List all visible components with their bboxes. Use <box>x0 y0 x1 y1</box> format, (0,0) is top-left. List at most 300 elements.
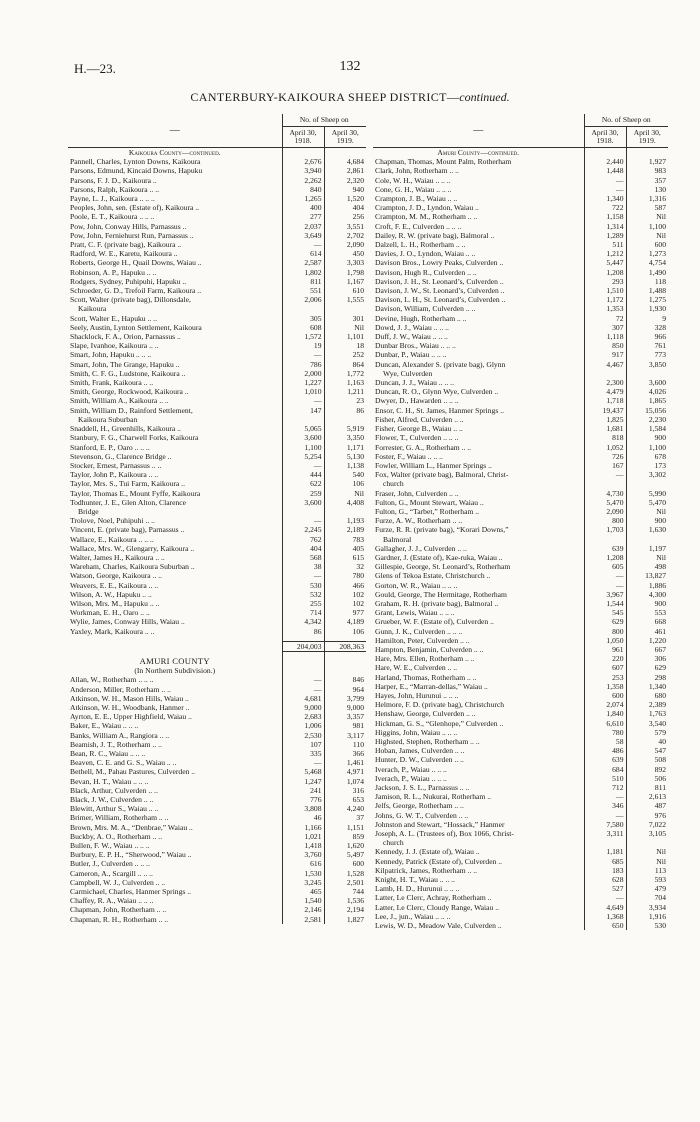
continuation-row <box>68 304 366 313</box>
table-row <box>68 777 366 786</box>
sheep-1919-cell: 846 <box>324 675 366 684</box>
table-row <box>373 700 668 709</box>
sheep-1918-cell: 714 <box>282 608 324 617</box>
sheep-1919-cell: 900 <box>626 433 668 442</box>
table-row <box>68 617 366 626</box>
sheep-1918-cell: 545 <box>584 608 626 617</box>
owner-cell: Gunn, J. K., Culverden .. .. .. <box>375 626 463 636</box>
owner-cell: Hampton, Benjamin, Culverden .. .. <box>375 644 484 654</box>
table-row <box>373 755 668 764</box>
table-row <box>68 332 366 341</box>
owner-cell: Gillespie, George, St. Leonard’s, Rotherham <box>375 562 511 572</box>
sheep-1919-cell: 13,827 <box>626 571 668 580</box>
sheep-1918-cell: 7,580 <box>584 820 626 829</box>
owner-cell: Gould, George, The Hermitage, Rotherham <box>375 589 507 599</box>
sheep-1918-cell: 608 <box>282 323 324 332</box>
table-row <box>373 581 668 590</box>
owner-cell: Wareham, Charles, Kaikoura Suburban .. <box>70 562 195 572</box>
sheep-1919-cell: 1,520 <box>324 194 366 203</box>
table-row <box>373 737 668 746</box>
owner-cell: Roberts, George H., Quail Downs, Waiau .. <box>70 258 202 268</box>
owner-cell: Dunbar, P., Waiau .. .. .. <box>375 350 447 360</box>
owner-cell: Baker, E., Waiau .. .. .. <box>70 721 139 731</box>
sheep-1918-cell: 840 <box>282 185 324 194</box>
table-row <box>373 323 668 332</box>
sheep-1918-cell: 19,437 <box>584 406 626 415</box>
sheep-1919-cell: 23 <box>324 396 366 405</box>
continuation-row <box>68 507 366 516</box>
sheep-1919-cell: 1,916 <box>626 912 668 921</box>
owner-cell: Smith, William A., Kaikoura .. .. <box>70 396 169 406</box>
table-row <box>373 728 668 737</box>
sheep-1918-cell: 5,470 <box>584 498 626 507</box>
page-title-main: CANTERBURY-KAIKOURA SHEEP DISTRICT— <box>190 90 460 104</box>
table-row <box>68 240 366 249</box>
sheep-1918-cell: 780 <box>584 728 626 737</box>
table-row <box>373 516 668 525</box>
empty-cell <box>584 148 626 158</box>
owner-cell: Fulton, G., “Tarbet,” Rotherham .. <box>375 506 480 516</box>
sheep-1918-cell: 220 <box>584 654 626 663</box>
sheep-1918-cell: 2,245 <box>282 525 324 534</box>
table-row <box>373 857 668 866</box>
owner-cell: Smart, John, The Grange, Hapuku .. <box>70 359 180 369</box>
owner-cell: Lewis, W. D., Meadow Vale, Culverden .. <box>375 921 502 931</box>
sheep-1918-cell: 1,418 <box>282 841 324 850</box>
table-row <box>373 176 668 185</box>
owner-cell: Duncan, R. O., Glynn Wye, Culverden .. <box>375 387 499 397</box>
owner-cell: Davison, L. H., St. Leonard’s, Culverden .. <box>375 295 506 305</box>
owner-cell: Duff, J. W., Waiau .. .. .. <box>375 332 448 342</box>
sheep-1919-cell: 1,101 <box>324 332 366 341</box>
sheep-1918-cell: 1,703 <box>584 525 626 534</box>
owner-cell: Shacklock, F. A., Orion, Parnassus .. <box>70 332 181 342</box>
owner-cell: Chapman, R. H., Rotherham .. .. <box>70 914 169 924</box>
continuation-row <box>68 415 366 424</box>
table-row <box>68 452 366 461</box>
sheep-1919-cell: 405 <box>324 544 366 553</box>
section-heading-text: AMURI COUNTY <box>139 656 210 666</box>
sheep-table-left <box>68 114 366 924</box>
table-row <box>68 731 366 740</box>
owner-cell: Duncan, J. J., Waiau .. .. .. <box>375 378 454 388</box>
owner-cell: Gardner, J. (Estate of), Kae-ruka, Waiau .. <box>375 552 503 562</box>
sheep-1919-cell <box>324 415 366 424</box>
sheep-1918-cell: 1,358 <box>584 682 626 691</box>
table-row <box>373 433 668 442</box>
sheep-1918-cell: 762 <box>282 535 324 544</box>
sheep-1919-cell: Nil <box>626 231 668 240</box>
sheep-1919-cell: 461 <box>626 627 668 636</box>
sheep-1919-cell: 466 <box>324 581 366 590</box>
sheep-1918-cell: 1,368 <box>584 912 626 921</box>
sheep-1919-cell: 4,754 <box>626 258 668 267</box>
continuation-row <box>373 838 668 847</box>
sheep-1918-cell: 629 <box>584 617 626 626</box>
sheep-1919-cell: 966 <box>626 332 668 341</box>
owner-cell: Furze, A. W., Rotherham .. .. <box>375 516 463 526</box>
owner-cell: Davies, J. O., Lyndon, Waiau .. .. <box>375 249 476 259</box>
owner-cell: Latter, Le Clerc, Achray, Rotherham .. <box>375 893 492 903</box>
sheep-1919-cell: 668 <box>626 617 668 626</box>
table-row <box>373 498 668 507</box>
sheep-1919-cell: 1,100 <box>626 222 668 231</box>
sheep-1918-cell: 639 <box>584 755 626 764</box>
table-row <box>373 443 668 452</box>
sheep-1919-cell: 3,600 <box>626 378 668 387</box>
table-row <box>373 415 668 424</box>
sheep-1918-cell: 511 <box>584 240 626 249</box>
owner-cell: Smith, George, Rockwood, Kaikoura .. <box>70 387 189 397</box>
sheep-1918-cell: 622 <box>282 479 324 488</box>
sheep-1918-cell: 1,227 <box>282 378 324 387</box>
sheep-1918-cell: 2,074 <box>584 700 626 709</box>
continuation-row <box>373 479 668 488</box>
table-row <box>373 286 668 295</box>
table-body-right <box>373 148 668 931</box>
sheep-1919-cell: Nil <box>626 847 668 856</box>
sheep-1919-cell: 981 <box>324 721 366 730</box>
table-row <box>373 249 668 258</box>
owner-cell: Slape, Ivanhoe, Kaikoura .. .. <box>70 341 159 351</box>
sheep-1919-cell: 4,240 <box>324 804 366 813</box>
sheep-1918-cell: 1,010 <box>282 387 324 396</box>
sheep-1919-cell: 102 <box>324 590 366 599</box>
table-row <box>68 369 366 378</box>
owner-cell: Graham, R. H. (private bag), Balmoral .. <box>375 598 499 608</box>
sheep-1919-cell: 2,613 <box>626 792 668 801</box>
table-row <box>68 823 366 832</box>
table-row <box>373 691 668 700</box>
sheep-1918-cell: 685 <box>584 857 626 866</box>
sheep-1919-cell: 2,861 <box>324 166 366 175</box>
table-row <box>68 277 366 286</box>
table-row <box>68 850 366 859</box>
owner-cell: Kaikoura <box>78 304 107 314</box>
sheep-1919-cell: 3,850 <box>626 360 668 369</box>
page-title-suffix: continued. <box>459 90 510 104</box>
owner-cell: Gallagher, J. J., Culverden .. .. <box>375 543 467 553</box>
owner-cell: Blewitt, Arthur S., Waiau .. .. <box>70 804 159 814</box>
owner-cell: Beamish, J. T., Rotherham .. .. <box>70 739 162 749</box>
sheep-1919-cell: 3,551 <box>324 222 366 231</box>
owner-cell: Hayes, John, Hurunui .. .. .. <box>375 690 459 700</box>
table-row <box>373 314 668 323</box>
sheep-1918-cell: 3,311 <box>584 829 626 838</box>
sheep-1919-cell: 704 <box>626 893 668 902</box>
section-heading-text: Amuri County—continued. <box>437 148 520 157</box>
sheep-1918-cell: 684 <box>584 765 626 774</box>
sheep-1918-cell: 72 <box>584 314 626 323</box>
sheep-1919-cell: 1,100 <box>626 443 668 452</box>
owner-cell: Hare, W. E., Culverden .. .. <box>375 663 458 673</box>
continuation-row <box>373 535 668 544</box>
sheep-1918-cell: 107 <box>282 740 324 749</box>
sheep-1919-cell: 2,501 <box>324 878 366 887</box>
table-row <box>68 166 366 175</box>
sheep-1918-cell: 1,021 <box>282 832 324 841</box>
table-row <box>68 703 366 712</box>
table-row <box>373 240 668 249</box>
owner-cell: Snaddell, H., Greenhills, Kaikoura .. <box>70 424 181 434</box>
sheep-1918-cell: 346 <box>584 801 626 810</box>
table-row <box>68 194 366 203</box>
sheep-1918-cell: 917 <box>584 350 626 359</box>
owner-cell <box>68 641 282 651</box>
table-row <box>373 341 668 350</box>
sheep-1919-cell: 553 <box>626 608 668 617</box>
table-row <box>373 654 668 663</box>
owner-cell: Wye, Culverden <box>383 368 433 378</box>
sheep-1918-cell: 9,000 <box>282 703 324 712</box>
table-row <box>68 905 366 914</box>
sheep-1919-cell: 4,971 <box>324 767 366 776</box>
sheep-1918-cell: 167 <box>584 461 626 470</box>
sheep-1918-cell: 1,540 <box>282 896 324 905</box>
sheep-1919-cell: 1,827 <box>324 915 366 924</box>
owner-cell: Helmore, F. D. (private bag), Christchurch <box>375 700 505 710</box>
table-row <box>68 544 366 553</box>
owner-cell: Todhunter, J. E., Glen Alton, Clarence <box>70 497 186 507</box>
table-row <box>373 847 668 856</box>
owner-cell: church <box>383 479 404 489</box>
sheep-1918-cell: 1,510 <box>584 286 626 295</box>
table-row <box>68 387 366 396</box>
owner-cell: Stevenson, G., Clarence Bridge .. <box>70 451 172 461</box>
sheep-1918-cell: 486 <box>584 746 626 755</box>
sheep-1918-cell: 3,245 <box>282 878 324 887</box>
sheep-1919-cell: 1,197 <box>626 544 668 553</box>
sheep-1919-cell: Nil <box>324 489 366 498</box>
table-row <box>373 332 668 341</box>
sheep-1919-cell: 9,000 <box>324 703 366 712</box>
owner-cell: Radford, W. E., Karetu, Kaikoura .. <box>70 249 178 259</box>
sheep-1918-cell: 4,479 <box>584 387 626 396</box>
section-heading <box>68 148 366 158</box>
table-row <box>68 378 366 387</box>
sheep-1918-cell: — <box>282 461 324 470</box>
owner-cell: Rodgers, Sydney, Puhipuhi, Hapuku .. <box>70 276 187 286</box>
sheep-1918-cell: — <box>584 811 626 820</box>
owner-cell: Stanbury, F. G., Charwell Forks, Kaikoura <box>70 433 199 443</box>
owner-cell: Glens of Tekoa Estate, Christchurch .. <box>375 571 491 581</box>
sheep-1918-cell: 2,146 <box>282 905 324 914</box>
sheep-1918-cell <box>282 507 324 516</box>
table-row <box>373 811 668 820</box>
sheep-1919-cell: 1,772 <box>324 369 366 378</box>
table-row <box>68 443 366 452</box>
table-row <box>373 783 668 792</box>
sheep-1918-cell: — <box>282 685 324 694</box>
owner-cell: Fulton, G., Mount Stewart, Waiau .. <box>375 497 484 507</box>
table-row <box>68 222 366 231</box>
table-row <box>373 166 668 175</box>
owner-cell: Jelfs, George, Rotherham .. .. <box>375 801 464 811</box>
sheep-1918-cell: — <box>282 758 324 767</box>
sheep-1918-cell: 253 <box>584 673 626 682</box>
table-row <box>68 599 366 608</box>
table-row <box>373 258 668 267</box>
table-row <box>68 841 366 850</box>
table-row <box>373 801 668 810</box>
sheep-1919-cell: 357 <box>626 176 668 185</box>
owner-cell: Wilson, Mrs. M., Hapuku .. .. <box>70 598 160 608</box>
owner-cell: Bevan, H. T., Waiau .. .. .. <box>70 776 149 786</box>
sheep-1918-cell: 4,467 <box>584 360 626 369</box>
sheep-1919-cell: 37 <box>324 813 366 822</box>
owner-cell: Watson, George, Kaikoura .. .. <box>70 571 163 581</box>
table-row <box>373 231 668 240</box>
sheep-1919-cell: 130 <box>626 185 668 194</box>
sheep-1919-cell: 1,886 <box>626 581 668 590</box>
empty-cell <box>282 657 324 666</box>
table-row <box>68 470 366 479</box>
owner-cell: Harper, E., “Marran-dellas,” Waiau .. <box>375 681 488 691</box>
owner-cell: Devine, Hugh, Rotherham .. .. <box>375 313 467 323</box>
sheep-1918-cell: — <box>584 792 626 801</box>
owner-cell: Ensor, C. H., St. James, Hanmer Springs .. <box>375 405 504 415</box>
owner-cell: Duncan, Alexander S. (private bag), Glynn <box>375 359 506 369</box>
sheep-1919-cell: 1,273 <box>626 249 668 258</box>
sheep-column-header: No. of Sheep on <box>584 114 668 127</box>
sheep-1918-cell: 800 <box>584 627 626 636</box>
sheep-1919-cell: 579 <box>626 728 668 737</box>
sheep-1918-cell: 2,000 <box>282 369 324 378</box>
sheep-1918-cell: 2,676 <box>282 157 324 166</box>
table-row <box>373 562 668 571</box>
sheep-1919-cell: 1,930 <box>626 304 668 313</box>
empty-cell <box>282 666 324 675</box>
owner-cell: Smith, Frank, Kaikoura .. .. <box>70 378 154 388</box>
sheep-1918-cell: 1,118 <box>584 332 626 341</box>
sheep-1918-cell: 444 <box>282 470 324 479</box>
table-row <box>373 884 668 893</box>
table-row <box>68 268 366 277</box>
table-row <box>68 350 366 359</box>
sheep-1918-cell: 1,289 <box>584 231 626 240</box>
owner-cell: Bullen, F. W., Waiau .. .. .. <box>70 841 150 851</box>
table-row <box>373 203 668 212</box>
empty-cell <box>324 666 366 675</box>
sheep-1919-cell: 678 <box>626 452 668 461</box>
sheep-1918-cell: — <box>584 185 626 194</box>
owner-cell: Dwyer, D., Hawarden .. .. .. <box>375 396 459 406</box>
sheep-1918-cell: 3,649 <box>282 231 324 240</box>
sheep-1919-cell: 5,990 <box>626 489 668 498</box>
table-row <box>68 185 366 194</box>
owner-cell: Balmoral <box>383 534 412 544</box>
owner-cell: Lee, J., jun., Waiau .. .. .. <box>375 911 451 921</box>
table-row <box>373 709 668 718</box>
sheep-1919-cell: 2,189 <box>324 525 366 534</box>
year-1918-header: April 30, 1918. <box>584 127 626 148</box>
sheep-1918-cell: 46 <box>282 813 324 822</box>
owner-cell: Johnston and Stewart, “Hossack,” Hanmer <box>375 819 505 829</box>
owner-cell: Pratt, C. F. (private bag), Kaikoura .. <box>70 240 182 250</box>
sheep-1919-cell: 3,302 <box>626 470 668 479</box>
sheep-1919-cell: 761 <box>626 341 668 350</box>
sheep-1918-cell: 628 <box>584 875 626 884</box>
owner-cell: Latter, Le Clerc, Cloudy Range, Waiau .. <box>375 902 499 912</box>
sheep-1919-cell: 208,363 <box>324 641 366 651</box>
empty-cell <box>626 148 668 158</box>
sheep-1918-cell: 183 <box>584 866 626 875</box>
owner-cell: Davison, Hugh R., Culverden .. .. <box>375 267 477 277</box>
sheep-1919-cell: 113 <box>626 866 668 875</box>
owner-cell: Wallace, E., Kaikoura .. .. .. <box>70 534 154 544</box>
table-row <box>68 212 366 221</box>
sheep-1918-cell: 4,681 <box>282 694 324 703</box>
sheep-1919-cell: 977 <box>324 608 366 617</box>
owner-cell: Buckby, A. O., Rotherham .. .. <box>70 831 163 841</box>
owner-cell: Chapman, Thomas, Mount Palm, Rotherham <box>375 157 512 167</box>
table-row <box>373 765 668 774</box>
table-row <box>373 608 668 617</box>
table-row <box>68 516 366 525</box>
sheep-1919-cell: 587 <box>626 203 668 212</box>
sheep-1919-cell: 301 <box>324 314 366 323</box>
owner-cell: Vincent, E. (private bag), Parnassus .. <box>70 525 185 535</box>
table-row <box>373 277 668 286</box>
table-row <box>373 682 668 691</box>
sheep-1919-cell: Nil <box>626 857 668 866</box>
sheep-1919-cell: 629 <box>626 663 668 672</box>
owner-cell: Brimer, William, Rotherham .. .. <box>70 813 169 823</box>
owner-cell: Hare, Mrs. Ellen, Rotherham .. .. <box>375 654 475 664</box>
table-row <box>68 535 366 544</box>
owner-cell: Dalzell, L. H., Rotherham .. .. <box>375 240 466 250</box>
sheep-1918-cell: 605 <box>584 562 626 571</box>
table-row <box>373 829 668 838</box>
sheep-1919-cell: 2,230 <box>626 415 668 424</box>
sheep-1919-cell: 1,490 <box>626 268 668 277</box>
owner-cell: Campbell, W. J., Culverden .. .. <box>70 877 166 887</box>
owner-cell: Crampton, J. D., Lyndon, Waiau .. <box>375 203 479 213</box>
owner-cell: Pow, John, Conway Hills, Parnassus .. <box>70 221 187 231</box>
table-row <box>373 470 668 479</box>
sheep-1919-cell: 4,026 <box>626 387 668 396</box>
table-row <box>68 553 366 562</box>
sheep-1918-cell: 616 <box>282 859 324 868</box>
sheep-1919-cell: 1,138 <box>324 461 366 470</box>
table-row <box>373 268 668 277</box>
sheep-1919-cell: 811 <box>626 783 668 792</box>
owner-cell: Black, Arthur, Culverden .. .. <box>70 785 158 795</box>
sheep-1919-cell: 4,684 <box>324 157 366 166</box>
sheep-1919-cell: 366 <box>324 749 366 758</box>
sheep-1919-cell: 118 <box>626 277 668 286</box>
sheep-1919-cell: 1,865 <box>626 396 668 405</box>
sheep-1918-cell: 551 <box>282 286 324 295</box>
sheep-1918-cell: 712 <box>584 783 626 792</box>
sheep-1919-cell: 86 <box>324 406 366 415</box>
sheep-1919-cell: 667 <box>626 645 668 654</box>
sheep-1918-cell: 259 <box>282 489 324 498</box>
year-1919-header: April 30, 1919. <box>324 127 366 148</box>
sheep-1918-cell: 1,247 <box>282 777 324 786</box>
table-row <box>373 452 668 461</box>
sheep-1919-cell: 773 <box>626 350 668 359</box>
owner-cell: Robinson, A. P., Hapuku .. .. <box>70 267 157 277</box>
table-row <box>68 258 366 267</box>
sheep-1918-cell: 2,006 <box>282 295 324 304</box>
sheep-1918-cell: 1,530 <box>282 869 324 878</box>
table-row <box>68 571 366 580</box>
sheep-1918-cell: 1,050 <box>584 636 626 645</box>
sheep-1918-cell: 277 <box>282 212 324 221</box>
owner-cell: Stocker, Ernest, Parnassus .. .. <box>70 460 162 470</box>
sheep-1919-cell: 783 <box>324 535 366 544</box>
